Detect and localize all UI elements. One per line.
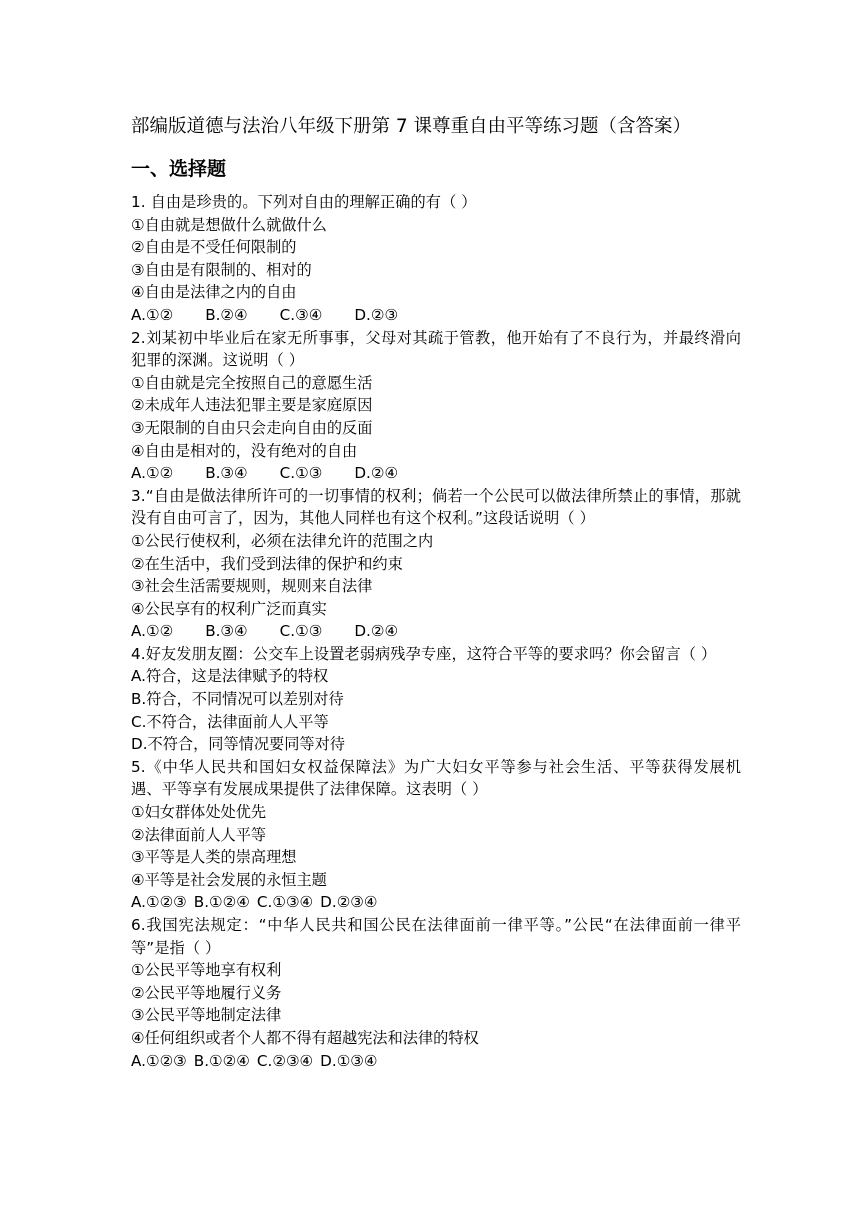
statement-item: ②未成年人违法犯罪主要是家庭原因 — [131, 396, 373, 415]
statement-item: ①公民平等地享有权利 — [131, 961, 282, 980]
statement-item: ③平等是人类的崇高理想 — [131, 848, 297, 867]
answer-option-b: B.③④ — [205, 464, 248, 483]
question-stem: 4.好友发朋友圈：公交车上设置老弱病残孕专座，这符合平等的要求吗？你会留言（ ） — [131, 644, 717, 663]
answer-option-c: C.①③ — [279, 622, 323, 641]
answer-option-d: D.②④ — [354, 464, 399, 483]
statement-item: ④公民享有的权利广泛而真实 — [131, 599, 327, 618]
answer-option-a: A.①②③ — [131, 1051, 187, 1070]
statement-item: ③无限制的自由只会走向自由的反面 — [131, 418, 373, 437]
section-heading: 一、选择题 — [131, 158, 227, 180]
answer-option-b: B.①②④ — [193, 1051, 250, 1070]
answer-option-d: D.②④ — [354, 622, 399, 641]
answer-option-d: D.①③④ — [320, 1051, 378, 1070]
answer-option-d: D.②③ — [354, 305, 399, 324]
answer-options — [131, 1050, 741, 1073]
answer-option-d: D.不符合，同等情况要同等对待 — [131, 735, 345, 754]
statement-item: ④任何组织或者个人都不得有超越宪法和法律的特权 — [131, 1028, 479, 1047]
question-1 — [131, 191, 741, 327]
question-stem: 6.我国宪法规定：“中华人民共和国公民在法律面前一律平等。”公民“在法律面前一律平等”是指（ ） — [131, 916, 741, 957]
statement-item: ②自由是不受任何限制的 — [131, 238, 297, 257]
answer-option-b: B.③④ — [205, 622, 248, 641]
answer-options — [131, 620, 741, 643]
answer-option-a: A.①② — [131, 464, 174, 483]
statement-item: ①妇女群体处处优先 — [131, 803, 267, 822]
statement-item: ③社会生活需要规则，规则来自法律 — [131, 577, 373, 596]
answer-option-c: C.③④ — [279, 305, 323, 324]
statement-item: ②在生活中，我们受到法律的保护和约束 — [131, 554, 403, 573]
question-5 — [131, 756, 741, 914]
answer-options — [131, 462, 741, 485]
answer-option-c: C.不符合，法律面前人人平等 — [131, 712, 329, 731]
answer-option-b: B.①②④ — [193, 893, 250, 912]
question-stem: 5.《中华人民共和国妇女权益保障法》为广大妇女平等参与社会生活、平等获得发展机遇、平等享有发展成果提供了法律保障。这表明（ ） — [131, 757, 741, 799]
answer-option-b: B.②④ — [205, 305, 248, 324]
statement-item: ③自由是有限制的、相对的 — [131, 260, 312, 279]
question-stem: 3.“自由是做法律所许可的一切事情的权利；倘若一个公民可以做法律所禁止的事情，那就没有自由可言了，因为，其他人同样也有这个权利。”这段话说明（ ） — [131, 486, 741, 528]
document-page — [131, 110, 741, 1072]
question-4 — [131, 643, 741, 756]
answer-option-a: A.符合，这是法律赋予的特权 — [131, 667, 329, 686]
answer-option-a: A.①② — [131, 305, 174, 324]
statement-item: ④自由是相对的，没有绝对的自由 — [131, 441, 358, 460]
answer-option-a: A.①②③ — [131, 893, 187, 912]
statement-item: ④自由是法律之内的自由 — [131, 283, 297, 302]
answer-option-c: C.①③④ — [256, 893, 314, 912]
question-2 — [131, 327, 741, 485]
question-6 — [131, 914, 741, 1072]
question-stem: 2.刘某初中毕业后在家无所事事，父母对其疏于管教，他开始有了不良行为，并最终滑向犯罪的深渊。这说明（ ） — [131, 328, 741, 370]
answer-options — [131, 891, 741, 914]
answer-option-d: D.②③④ — [320, 893, 378, 912]
question-3 — [131, 485, 741, 643]
statement-item: ①自由就是想做什么就做什么 — [131, 215, 327, 234]
question-stem: 1. 自由是珍贵的。下列对自由的理解正确的有（ ） — [131, 193, 477, 211]
answer-option-c: C.②③④ — [256, 1051, 314, 1070]
answer-options — [131, 304, 741, 327]
statement-item: ①自由就是完全按照自己的意愿生活 — [131, 373, 373, 392]
statement-item: ④平等是社会发展的永恒主题 — [131, 870, 327, 889]
statement-item: ②法律面前人人平等 — [131, 825, 267, 844]
statement-item: ③公民平等地制定法律 — [131, 1006, 282, 1025]
answer-option-a: A.①② — [131, 622, 174, 641]
statement-item: ②公民平等地履行义务 — [131, 983, 282, 1002]
answer-option-c: C.①③ — [279, 464, 323, 483]
answer-option-b: B.符合，不同情况可以差别对待 — [131, 690, 344, 709]
document-title: 部编版道德与法治八年级下册第 7 课尊重自由平等练习题（含答案） — [131, 116, 692, 137]
statement-item: ①公民行使权利，必须在法律允许的范围之内 — [131, 531, 434, 550]
